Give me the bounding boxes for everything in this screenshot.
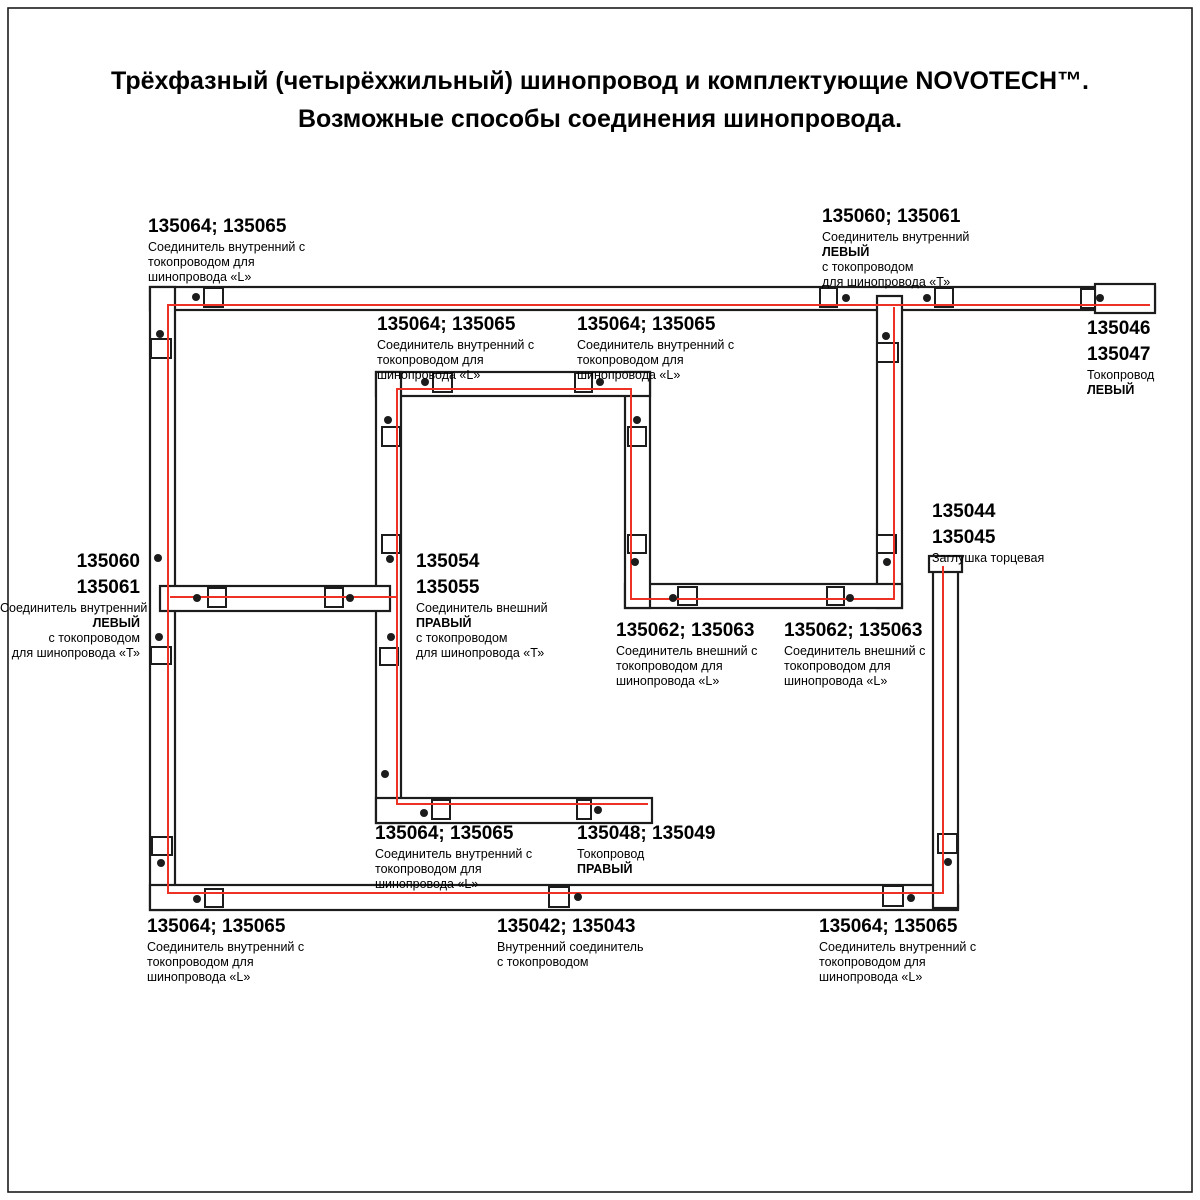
- contact-dot: [846, 594, 854, 602]
- part-code: 135064; 135065: [375, 823, 514, 844]
- part-desc: токопроводом для: [377, 353, 484, 367]
- track-right-vertical: [933, 570, 958, 908]
- contact-dot: [944, 858, 952, 866]
- part-desc: с токопроводом: [822, 260, 914, 274]
- part-desc: Соединитель внешний с: [616, 644, 758, 658]
- part-desc: Токопровод: [1087, 368, 1155, 382]
- part-desc: токопроводом для: [148, 255, 255, 269]
- contact-dot: [882, 332, 890, 340]
- part-desc: Соединитель внутренний: [822, 230, 970, 244]
- track-feed-left-piece: [1095, 284, 1155, 313]
- contact-dot: [156, 330, 164, 338]
- contact-dot: [631, 558, 639, 566]
- part-label-135064-inner-right: [577, 314, 734, 383]
- contact-dot: [381, 770, 389, 778]
- part-desc: токопроводом для: [784, 659, 891, 673]
- part-label-135064-top-left: [148, 216, 305, 285]
- connector-box: [549, 887, 569, 907]
- diagram-title: [0, 62, 1200, 138]
- part-code: 135064; 135065: [577, 314, 716, 335]
- contact-dot: [154, 554, 162, 562]
- part-desc: шинопровода «L»: [819, 970, 923, 984]
- track-inner-right: [625, 372, 650, 608]
- part-code: 135042; 135043: [497, 916, 636, 937]
- contact-dot: [669, 594, 677, 602]
- contact-dot: [1096, 294, 1104, 302]
- part-desc: Соединитель внутренний с: [577, 338, 735, 352]
- part-desc: шинопровода «L»: [784, 674, 888, 688]
- part-desc: Соединитель внутренний: [0, 601, 148, 615]
- part-desc: ЛЕВЫЙ: [822, 245, 870, 259]
- part-desc: шинопровода «L»: [616, 674, 720, 688]
- connector-box: [432, 800, 450, 819]
- part-code: 135064; 135065: [147, 916, 286, 937]
- part-code: 135060: [76, 551, 140, 572]
- part-desc: Внутренний соединитель: [497, 940, 644, 954]
- contact-dot: [386, 555, 394, 563]
- contact-dot: [633, 416, 641, 424]
- part-desc: шинопровода «L»: [577, 368, 681, 382]
- part-desc: Соединитель внешний с: [784, 644, 926, 658]
- part-desc: токопроводом для: [616, 659, 723, 673]
- contact-dot: [574, 893, 582, 901]
- part-desc: с токопроводом: [497, 955, 589, 969]
- part-desc: ПРАВЫЙ: [416, 616, 472, 630]
- contact-dot: [842, 294, 850, 302]
- contact-dot: [193, 895, 201, 903]
- part-desc: для шинопровода «Т»: [822, 275, 951, 289]
- part-label-135048-feed-right: [577, 823, 715, 877]
- part-code: 135055: [416, 577, 480, 598]
- contact-dot: [384, 416, 392, 424]
- part-desc: Соединитель внешний: [416, 601, 548, 615]
- part-label-135064-bottom-left: [147, 916, 304, 985]
- contact-dot: [594, 806, 602, 814]
- part-code: 135060; 135061: [822, 206, 961, 227]
- track-top: [150, 287, 1155, 310]
- connector-box: [577, 800, 591, 819]
- part-code: 135046: [1087, 318, 1151, 339]
- contact-dot: [192, 293, 200, 301]
- part-code: 135044: [932, 501, 996, 522]
- part-code: 135064; 135065: [148, 216, 287, 237]
- connector-box: [827, 587, 844, 605]
- part-desc: ПРАВЫЙ: [577, 862, 633, 876]
- part-desc: с токопроводом: [416, 631, 508, 645]
- part-desc: Соединитель внутренний с: [148, 240, 306, 254]
- connector-box: [205, 889, 223, 907]
- part-desc: токопроводом для: [577, 353, 684, 367]
- part-code: 135064; 135065: [819, 916, 958, 937]
- part-desc: шинопровода «L»: [377, 368, 481, 382]
- contact-dot: [157, 859, 165, 867]
- track-inner-bottom: [376, 798, 652, 823]
- part-desc: Соединитель внутренний с: [819, 940, 977, 954]
- part-code: 135054: [416, 551, 480, 572]
- part-desc: токопроводом для: [147, 955, 254, 969]
- part-label-135046-feed-left: [1087, 316, 1154, 398]
- part-desc: токопроводом для: [819, 955, 926, 969]
- connector-box: [678, 587, 697, 605]
- part-label-135042-bottom-center: [497, 916, 643, 970]
- part-code: 135062; 135063: [616, 620, 755, 641]
- contact-dot: [907, 894, 915, 902]
- connector-box: [883, 886, 903, 906]
- part-desc: ЛЕВЫЙ: [1087, 383, 1135, 397]
- part-label-135064-bottom-right: [819, 916, 976, 985]
- part-label-135054-center: [416, 549, 548, 661]
- part-label-135062-left: [616, 620, 757, 689]
- part-desc: Заглушка торцевая: [932, 551, 1045, 565]
- title-line-2: Возможные способы соединения шинопровода.: [297, 105, 903, 133]
- connector-box: [938, 834, 957, 853]
- part-desc: для шинопровода «Т»: [11, 646, 140, 660]
- part-label-135044-cap: [932, 499, 1044, 566]
- part-desc: для шинопровода «Т»: [416, 646, 545, 660]
- part-desc: с токопроводом: [48, 631, 140, 645]
- part-code: 135061: [76, 577, 140, 598]
- connector-box: [380, 648, 398, 665]
- part-label-135060-left: [0, 549, 148, 661]
- contact-dot: [923, 294, 931, 302]
- part-code: 135047: [1087, 344, 1151, 365]
- contact-dot: [883, 558, 891, 566]
- part-desc: ЛЕВЫЙ: [92, 616, 140, 630]
- contact-dot: [346, 594, 354, 602]
- part-label-135060-top-right: [822, 206, 969, 290]
- contact-dot: [193, 594, 201, 602]
- part-desc: Токопровод: [577, 847, 645, 861]
- part-desc: Соединитель внутренний с: [377, 338, 535, 352]
- part-label-135064-inner-bottom: [375, 823, 532, 892]
- part-desc: Соединитель внутренний с: [147, 940, 305, 954]
- part-code: 135048; 135049: [577, 823, 716, 844]
- part-code: 135062; 135063: [784, 620, 923, 641]
- part-code: 135045: [932, 527, 996, 548]
- part-desc: токопроводом для: [375, 862, 482, 876]
- contact-dot: [155, 633, 163, 641]
- contact-dot: [420, 809, 428, 817]
- part-label-135062-right: [784, 620, 925, 689]
- track-step-bottom: [625, 584, 902, 608]
- part-label-135064-inner-left: [377, 314, 534, 383]
- contact-dot: [387, 633, 395, 641]
- title-line-1: Трёхфазный (четырёхжильный) шинопровод и комплектующие NOVOTECH™.: [111, 67, 1089, 95]
- part-desc: шинопровода «L»: [375, 877, 479, 891]
- part-desc: Соединитель внутренний с: [375, 847, 533, 861]
- part-code: 135064; 135065: [377, 314, 516, 335]
- part-desc: шинопровода «L»: [147, 970, 251, 984]
- part-desc: шинопровода «L»: [148, 270, 252, 284]
